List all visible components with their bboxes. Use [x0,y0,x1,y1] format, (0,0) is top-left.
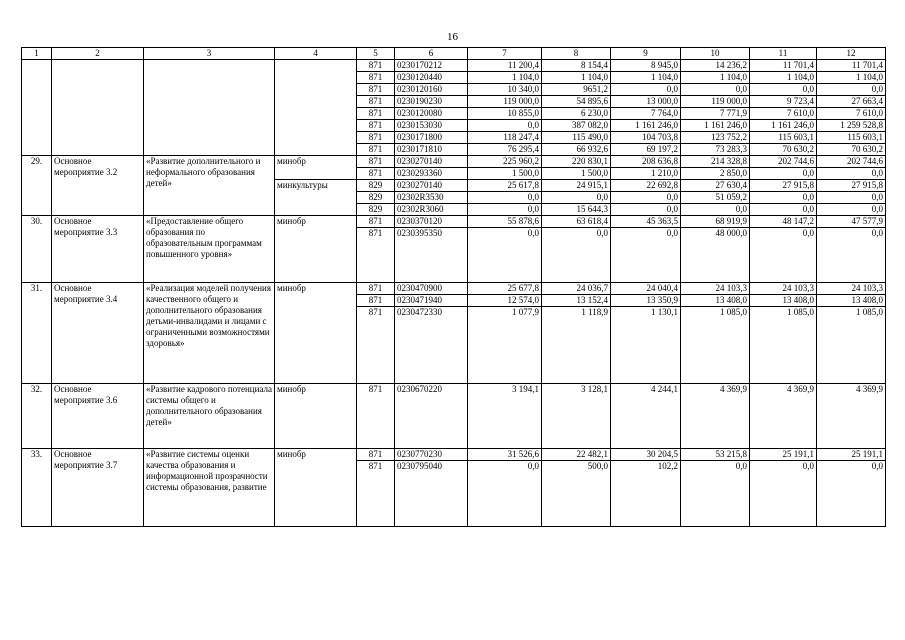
event-title: «Развитие дополнительного и неформального образования детей» [144,156,275,216]
amount-cell: 214 328,8 [681,156,750,168]
amount-cell: 115 490,0 [542,132,611,144]
ministry-code: 871 [357,384,395,449]
amount-cell: 0,0 [611,84,681,96]
amount-cell: 54 895,6 [542,96,611,108]
amount-cell: 0,0 [468,192,542,204]
amount-cell: 1 210,0 [611,168,681,180]
row-number: 32. [22,384,52,449]
amount-cell: 1 085,0 [681,307,750,384]
amount-cell: 47 577,9 [817,216,886,228]
ministry-code: 871 [357,449,395,461]
amount-cell: 1 104,0 [611,72,681,84]
amount-cell: 1 104,0 [542,72,611,84]
amount-cell: 13 408,0 [750,295,817,307]
amount-cell: 11 701,4 [817,60,886,72]
amount-cell: 13 152,4 [542,295,611,307]
target-code: 0230470900 [395,283,468,295]
amount-cell: 115 603,1 [817,132,886,144]
amount-cell: 10 855,0 [468,108,542,120]
executor: минобр [275,384,357,449]
amount-cell: 25 191,1 [817,449,886,461]
ministry-code: 829 [357,180,395,192]
target-code: 0230120440 [395,72,468,84]
amount-cell: 2 850,0 [681,168,750,180]
amount-cell: 30 204,5 [611,449,681,461]
amount-cell: 13 408,0 [817,295,886,307]
table-row [22,60,886,72]
ministry-code: 871 [357,216,395,228]
amount-cell: 66 932,6 [542,144,611,156]
amount-cell: 500,0 [542,461,611,527]
table-row [22,216,886,228]
amount-cell: 13 350,9 [611,295,681,307]
column-header: 6 [395,48,468,60]
target-code: 0230293360 [395,168,468,180]
amount-cell: 0,0 [468,204,542,216]
amount-cell: 0,0 [817,204,886,216]
amount-cell: 1 500,0 [542,168,611,180]
column-header: 10 [681,48,750,60]
ministry-code: 871 [357,84,395,96]
amount-cell: 4 369,9 [750,384,817,449]
ministry-code: 871 [357,283,395,295]
amount-cell: 48 000,0 [681,228,750,283]
amount-cell: 11 200,4 [468,60,542,72]
amount-cell: 1 500,0 [468,168,542,180]
executor [275,60,357,156]
target-code: 0230190230 [395,96,468,108]
column-header: 2 [52,48,144,60]
amount-cell: 1 161 246,0 [611,120,681,132]
amount-cell: 1 085,0 [750,307,817,384]
table-body [22,48,886,527]
amount-cell: 0,0 [542,228,611,283]
row-number: 29. [22,156,52,216]
event-name: Основное мероприятие 3.3 [52,216,144,283]
page-number: 16 [447,31,458,43]
row-number: 30. [22,216,52,283]
row-number: 33. [22,449,52,527]
amount-cell: 13 408,0 [681,295,750,307]
amount-cell: 0,0 [817,84,886,96]
amount-cell: 48 147,2 [750,216,817,228]
amount-cell: 7 610,0 [750,108,817,120]
amount-cell: 63 618,4 [542,216,611,228]
amount-cell: 31 526,6 [468,449,542,461]
amount-cell: 11 701,4 [750,60,817,72]
column-header: 3 [144,48,275,60]
amount-cell: 9 723,4 [750,96,817,108]
amount-cell: 104 703,8 [611,132,681,144]
amount-cell: 1 130,1 [611,307,681,384]
event-title: «Предоставление общего образования по образовательным программам повышенного уровня» [144,216,275,283]
table-row [22,384,886,449]
table-row [22,449,886,461]
amount-cell: 0,0 [750,228,817,283]
event-title [144,60,275,156]
target-code: 0230153030 [395,120,468,132]
header-row [22,48,886,60]
amount-cell: 0,0 [750,192,817,204]
target-code: 0230670220 [395,384,468,449]
column-header: 5 [357,48,395,60]
amount-cell: 0,0 [817,228,886,283]
amount-cell: 0,0 [611,192,681,204]
amount-cell: 22 482,1 [542,449,611,461]
executor: минобр [275,156,357,180]
amount-cell: 27 630,4 [681,180,750,192]
column-header: 1 [22,48,52,60]
amount-cell: 70 630,2 [750,144,817,156]
ministry-code: 871 [357,132,395,144]
table-row [22,283,886,295]
target-code: 0230120080 [395,108,468,120]
target-code: 0230395350 [395,228,468,283]
amount-cell: 0,0 [681,204,750,216]
amount-cell: 22 692,8 [611,180,681,192]
amount-cell: 6 230,0 [542,108,611,120]
amount-cell: 1 077,9 [468,307,542,384]
executor: минобр [275,283,357,384]
amount-cell: 0,0 [681,461,750,527]
amount-cell: 0,0 [468,228,542,283]
event-name: Основное мероприятие 3.6 [52,384,144,449]
amount-cell: 0,0 [817,461,886,527]
amount-cell: 24 036,7 [542,283,611,295]
amount-cell: 4 369,9 [681,384,750,449]
amount-cell: 24 103,3 [817,283,886,295]
amount-cell: 387 082,0 [542,120,611,132]
amount-cell: 24 103,3 [681,283,750,295]
amount-cell: 24 103,3 [750,283,817,295]
amount-cell: 0,0 [817,168,886,180]
target-code: 02302R3530 [395,192,468,204]
amount-cell: 25 617,8 [468,180,542,192]
amount-cell: 45 363,5 [611,216,681,228]
event-name [52,60,144,156]
target-code: 0230270140 [395,180,468,192]
amount-cell: 0,0 [817,192,886,204]
amount-cell: 123 752,2 [681,132,750,144]
amount-cell: 119 000,0 [681,96,750,108]
ministry-code: 871 [357,295,395,307]
table-row [22,156,886,168]
ministry-code: 871 [357,144,395,156]
amount-cell: 4 244,1 [611,384,681,449]
column-header: 7 [468,48,542,60]
amount-cell: 15 644,3 [542,204,611,216]
amount-cell: 0,0 [468,120,542,132]
amount-cell: 1 161 246,0 [681,120,750,132]
amount-cell: 220 830,1 [542,156,611,168]
column-header: 12 [817,48,886,60]
row-number: 31. [22,283,52,384]
executor: минобр [275,449,357,527]
ministry-code: 829 [357,192,395,204]
executor: минкультуры [275,180,357,216]
ministry-code: 871 [357,461,395,527]
column-header: 4 [275,48,357,60]
amount-cell: 25 677,8 [468,283,542,295]
target-code: 0230171800 [395,132,468,144]
amount-cell: 0,0 [750,461,817,527]
ministry-code: 871 [357,72,395,84]
amount-cell: 0,0 [542,192,611,204]
column-header: 9 [611,48,681,60]
target-code: 0230471940 [395,295,468,307]
amount-cell: 27 915,8 [817,180,886,192]
amount-cell: 208 636,8 [611,156,681,168]
amount-cell: 1 104,0 [681,72,750,84]
target-code: 02302R3060 [395,204,468,216]
amount-cell: 1 104,0 [750,72,817,84]
amount-cell: 1 085,0 [817,307,886,384]
amount-cell: 119 000,0 [468,96,542,108]
amount-cell: 118 247,4 [468,132,542,144]
target-code: 0230472330 [395,307,468,384]
amount-cell: 73 283,3 [681,144,750,156]
target-code: 0230270140 [395,156,468,168]
target-code: 0230770230 [395,449,468,461]
ministry-code: 871 [357,60,395,72]
amount-cell: 12 574,0 [468,295,542,307]
amount-cell: 7 771,9 [681,108,750,120]
amount-cell: 4 369,9 [817,384,886,449]
amount-cell: 70 630,2 [817,144,886,156]
ministry-code: 829 [357,204,395,216]
amount-cell: 0,0 [468,461,542,527]
amount-cell: 1 161 246,0 [750,120,817,132]
amount-cell: 0,0 [750,168,817,180]
ministry-code: 871 [357,96,395,108]
amount-cell: 102,2 [611,461,681,527]
target-code: 0230171810 [395,144,468,156]
amount-cell: 3 128,1 [542,384,611,449]
event-title: «Реализация моделей получения качественного общего и дополнительного образования детьми-инвалидами и лицами с ограниченными возможностями здоровья» [144,283,275,384]
column-header: 11 [750,48,817,60]
executor: минобр [275,216,357,283]
event-title: «Развитие системы оценки качества образования и информационной прозрачности системы образования, развитие [144,449,275,527]
amount-cell: 225 960,2 [468,156,542,168]
amount-cell: 202 744,6 [750,156,817,168]
amount-cell: 68 919,9 [681,216,750,228]
amount-cell: 10 340,0 [468,84,542,96]
amount-cell: 1 104,0 [468,72,542,84]
amount-cell: 51 059,2 [681,192,750,204]
amount-cell: 0,0 [750,84,817,96]
amount-cell: 7 610,0 [817,108,886,120]
amount-cell: 7 764,0 [611,108,681,120]
amount-cell: 27 663,4 [817,96,886,108]
amount-cell: 8 154,4 [542,60,611,72]
amount-cell: 24 915,1 [542,180,611,192]
amount-cell: 1 259 528,8 [817,120,886,132]
amount-cell: 0,0 [750,204,817,216]
amount-cell: 27 915,8 [750,180,817,192]
amount-cell: 3 194,1 [468,384,542,449]
budget-table [21,47,886,527]
amount-cell: 25 191,1 [750,449,817,461]
amount-cell: 1 104,0 [817,72,886,84]
amount-cell: 53 215,8 [681,449,750,461]
ministry-code: 871 [357,307,395,384]
amount-cell: 0,0 [611,204,681,216]
amount-cell: 1 118,9 [542,307,611,384]
amount-cell: 24 040,4 [611,283,681,295]
amount-cell: 69 197,2 [611,144,681,156]
event-name: Основное мероприятие 3.2 [52,156,144,216]
target-code: 0230795040 [395,461,468,527]
amount-cell: 55 878,6 [468,216,542,228]
target-code: 0230370120 [395,216,468,228]
ministry-code: 871 [357,168,395,180]
amount-cell: 0,0 [611,228,681,283]
amount-cell: 115 603,1 [750,132,817,144]
target-code: 0230120160 [395,84,468,96]
event-name: Основное мероприятие 3.4 [52,283,144,384]
amount-cell: 202 744,6 [817,156,886,168]
target-code: 0230170212 [395,60,468,72]
amount-cell: 0,0 [681,84,750,96]
amount-cell: 14 236,2 [681,60,750,72]
ministry-code: 871 [357,120,395,132]
amount-cell: 76 295,4 [468,144,542,156]
event-title: «Развитие кадрового потенциала системы общего и дополнительного образования детей» [144,384,275,449]
row-number [22,60,52,156]
ministry-code: 871 [357,108,395,120]
column-header: 8 [542,48,611,60]
ministry-code: 871 [357,228,395,283]
amount-cell: 9651,2 [542,84,611,96]
amount-cell: 8 945,0 [611,60,681,72]
amount-cell: 13 000,0 [611,96,681,108]
event-name: Основное мероприятие 3.7 [52,449,144,527]
ministry-code: 871 [357,156,395,168]
